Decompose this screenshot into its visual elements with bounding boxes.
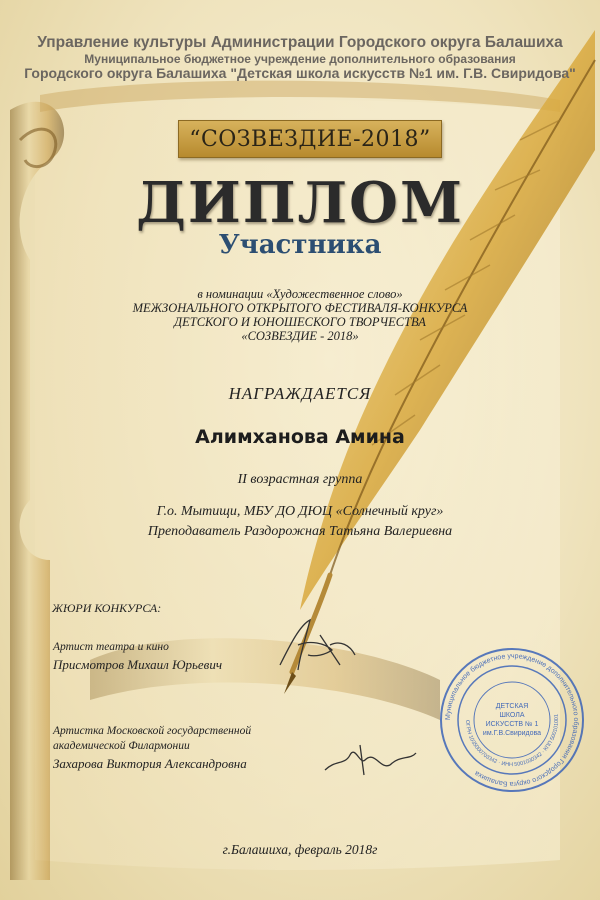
awarded-label: НАГРАЖДАЕТСЯ — [228, 384, 372, 403]
festival-badge — [178, 120, 442, 158]
stamp-outer-text: Муниципальное бюджетное учреждение дополнительного образования Городского округа Балашиха — [444, 652, 580, 788]
jury-member-2-role-line-1: Артистка Московской государственной — [53, 725, 252, 737]
header-line-2: Муниципальное бюджетное учреждение дополнительного образования — [84, 52, 516, 66]
footer-place-date: г.Балашиха, февраль 2018г — [222, 842, 378, 857]
jury-member-1-role: Артист театра и кино — [53, 641, 169, 653]
jury-member-2-name: Захарова Виктория Александровна — [53, 756, 247, 771]
nomination-line-1: в номинации «Художественное слово» — [197, 287, 403, 301]
teacher: Преподаватель Раздорожная Татьяна Валериевна — [147, 524, 453, 539]
jury-member-2-role-line-2: академической Филармонии — [53, 740, 190, 752]
stamp-center-line-3: ИСКУССТВ № 1 — [485, 721, 539, 728]
stamp-center-line-2: ШКОЛА — [499, 712, 525, 719]
jury-heading: ЖЮРИ КОНКУРСА: — [52, 601, 162, 615]
nomination-line-3: ДЕТСКОГО И ЮНОШЕСКОГО ТВОРЧЕСТВА — [174, 315, 426, 329]
header-line-1: Управление культуры Администрации Городского округа Балашиха — [37, 34, 563, 51]
nomination-line-2: МЕЖЗОНАЛЬНОГО ОТКРЫТОГО ФЕСТИВАЛЯ-КОНКУРСА — [132, 301, 468, 315]
nomination-line-4: «СОЗВЕЗДИЕ - 2018» — [241, 329, 359, 343]
stamp-center-line-1: ДЕТСКАЯ — [495, 703, 529, 710]
school-stamp — [437, 645, 587, 795]
signature-2 — [320, 735, 420, 780]
header-line-3: Городского округа Балашиха "Детская школа искусств №1 им. Г.В. Свиридова" — [24, 65, 576, 81]
jury-member-1-name: Присмотров Михаил Юрьевич — [53, 657, 223, 672]
diploma-subtitle: Участника — [218, 230, 382, 260]
diploma-title: ДИПЛОМ — [136, 170, 464, 236]
signature-1 — [270, 615, 360, 675]
age-group: II возрастная группа — [237, 472, 363, 487]
stamp-center-line-4: им.Г.В.Свиридова — [482, 730, 542, 737]
winner-name: Алимханова Амина — [195, 426, 405, 448]
organization: Г.о. Мытищи, МБУ ДО ДЮЦ «Солнечный круг» — [156, 504, 444, 519]
festival-badge-text: “СОЗВЕЗДИЕ-2018” — [189, 126, 431, 152]
stamp-inner-text: ОГРН 1035000703342 · ИНН 5001030342 · КПП 500101001 — [463, 713, 561, 769]
